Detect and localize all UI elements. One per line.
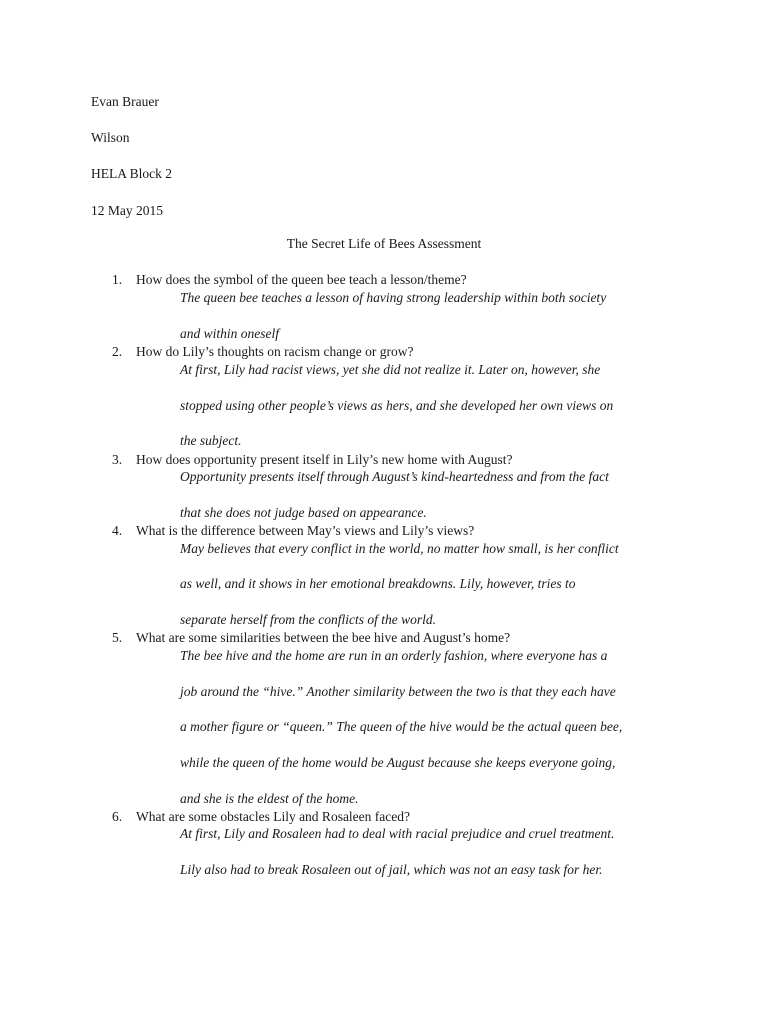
question-text: What are some similarities between the bee hive and August’s home? (136, 630, 511, 645)
question-text: How does opportunity present itself in Lily’s new home with August? (136, 452, 513, 467)
class-block: HELA Block 2 (91, 166, 172, 181)
question-number: 1. (112, 272, 123, 287)
answer-line: job around the “hive.” Another similarity between the two is that they each have (180, 684, 616, 699)
document-date: 12 May 2015 (91, 203, 163, 218)
answer-line: Lily also had to break Rosaleen out of jail, which was not an easy task for her. (180, 862, 603, 877)
answer-line: stopped using other people’s views as hers, and she developed her own views on (180, 398, 614, 413)
answer-line: and she is the eldest of the home. (180, 791, 359, 806)
question-text: What are some obstacles Lily and Rosaleen faced? (136, 809, 411, 824)
question-text: How do Lily’s thoughts on racism change or grow? (136, 344, 414, 359)
document-title: The Secret Life of Bees Assessment (286, 236, 482, 251)
question-number: 2. (112, 344, 123, 359)
answer-line: The bee hive and the home are run in an orderly fashion, where everyone has a (180, 648, 608, 663)
teacher-name: Wilson (91, 130, 130, 145)
question-number: 3. (112, 452, 123, 467)
question-text: What is the difference between May’s views and Lily’s views? (136, 523, 475, 538)
answer-line: while the queen of the home would be August because she keeps everyone going, (180, 755, 616, 770)
question-number: 5. (112, 630, 123, 645)
question-number: 4. (112, 523, 123, 538)
student-name: Evan Brauer (91, 94, 159, 109)
answer-line: as well, and it shows in her emotional breakdowns. Lily, however, tries to (180, 576, 576, 591)
answer-line: At first, Lily and Rosaleen had to deal with racial prejudice and cruel treatment. (180, 826, 615, 841)
answer-line: At first, Lily had racist views, yet she did not realize it. Later on, however, she (180, 362, 601, 377)
answer-line: and within oneself (180, 326, 279, 341)
answer-line: that she does not judge based on appearance. (180, 505, 427, 520)
answer-line: The queen bee teaches a lesson of having strong leadership within both society (180, 290, 607, 305)
answer-line: Opportunity presents itself through August’s kind-heartedness and from the fact (180, 469, 609, 484)
answer-line: May believes that every conflict in the world, no matter how small, is her conflict (180, 541, 619, 556)
question-text: How does the symbol of the queen bee teach a lesson/theme? (136, 272, 467, 287)
answer-line: a mother figure or “queen.” The queen of the hive would be the actual queen bee, (180, 719, 623, 734)
answer-line: the subject. (180, 433, 242, 448)
question-number: 6. (112, 809, 123, 824)
answer-line: separate herself from the conflicts of the world. (180, 612, 436, 627)
